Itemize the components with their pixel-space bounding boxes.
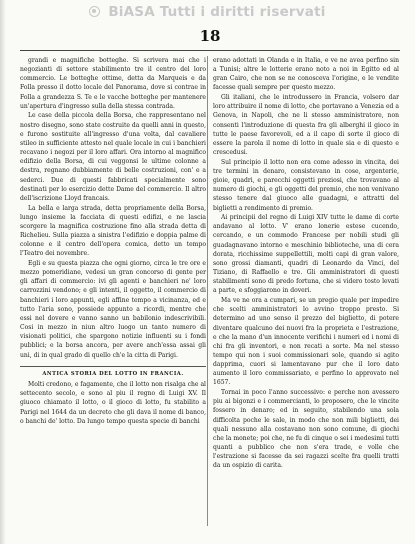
page-number: 18 xyxy=(199,27,221,45)
article-paragraph: Le case della piccola della Borsa, che rappresentano nel nostro disegno, sono state costruite da quelli anni in questo, e furono sostituite all'ingresso d'una volta, dal cavaliere stileo in sufficiente attesto nel quale locale in cui i banchieri recavano i negozi per il loro affari. Ora intorno al magnifico edifizio della Borsa, di cui veggonsi le ultime colonne a destra, regnano dubbiamente di belle costruzioni, con' e a sederci. Due di questi fabbricati specialmente sono destinati per lo esercizio dette Dame del commercio. Il altro dell'iscrizione Lloyd francais. xyxy=(20,112,206,202)
article-paragraph: La bella e larga strada, detta propriamente della Borsa, lungo insieme la facciata di questi edifizi, e ne lascia scorgere la magnifica costruzione fino alla strada detta di Richelieu. Sulla piazza a sinistra l'edifizio e doppia palme di colonne e il centro dell'opera comica, detto un tempo l'Teatro dei novembre. xyxy=(20,204,206,258)
article-paragraph: Gli italiani, che le introdussero in Francia, volsero dar loro attribuire il nome di lotto, che portavano a Venezia ed a Genova, in Napoli, che ne li stesso amministratore, non consenti l'introduzione di questa fra gli alberghi il gioco in tutte le paese favorevoli, ed a il capo di sorte il gioco di essere la parola il nome di lotto in quale sia e di questo e crescedusi. xyxy=(213,94,399,157)
column-divider xyxy=(207,56,208,526)
right-column xyxy=(213,56,399,536)
article-paragraph: erano adottati in Olanda e in Italia, e ve ne avea perfino sin a Tunisi; altre le lotterie erano noto a noi in Egitto ed al gran Cairo, che non se ne conosceva l'origine, e le vendite facesse quali sempre per questo mezzo. xyxy=(213,57,399,92)
article-paragraph: Sul principio il lotto non era come adesso in vincita, dei tre termini in denaro, consistevano in cose, argenterie, gioie, quadri, e parecchi oggetti preziosi, che trovavano al numero di giochi, e gli oggetti del premio, che non venivano stesso tenere dal giuoco alle guadagni, e attratti del biglietti a rendimento di premio. xyxy=(213,158,399,212)
article-paragraph: Ma ve ne ora a cumpari, se un pregio quale per impedire che scelti amministratori lo avvino troppo presto. Si determino ad uno senso il prezzo del biglietto, di potere diventare qualcuno dei nuovi fra la proprieta e l'estrazione, e che la mano d'un innocente verifichi i numeri ed i nomi di chi fra gli inventori, e non recati a sorte. Ma nel stesso tempo qui non i suoi commissionari sole, quando si agito dapprima, cuori si lamentavano pur che il loro dato aumento il loro commissariato, e perfino lo approvato nel 1657. xyxy=(213,297,399,387)
article-paragraph: Ai principii del regno di Luigi XIV tutte le dame di corte andavano al lotto. V' erano lonerie estese cucendo, cercando, e un commodo Francese per nobili studi gli guadagnavano intorno e meschinio biblioteche, una di cera dorata, ricchissime suppellettili, molti capi di gran valore, sono grossi diamanti, quadri di Leonardo da Vinci, del Tiziano, di Raffaello e tre. Gli amministratori di questi stabilimenti sono di predo fortuna, che si videro tosto levati a parte, e sfoggiarono in doveri. xyxy=(213,214,399,295)
page-edge-shadow xyxy=(0,0,6,544)
article-paragraph: Egli e su questa piazza che ogni giorno, circa le tre ore e mezzo pomeridiane, vedesi un gran concorso di gente per gli affari di commercio: ivi gli agenti e banchieri ne' loro carrozzini vendono; e gli intenti, il oggetto, il commercio di banchieri i loro appunti, egli affine tempo a vicinanza, ed e tutto l'aria sono, possiede appunto a ricordi, mentre che essi nel dovere e vanno sanno un babilonio indescrivibili. Cosi in mezzo in niun altro luogo un tanto numero di visionati politici, che spargono notizie influenti su i fondi pubblici; e la borsa ancora, per avere anch'essa assai gli uni, di in qual grado di quello ch'e la citta di Parigi. xyxy=(20,259,206,359)
section-divider xyxy=(20,366,206,367)
library-logo-icon xyxy=(89,6,100,17)
section-title: ANTICA STORIA DEL LOTTO IN FRANCIA. xyxy=(42,371,184,378)
watermark-banner xyxy=(0,4,415,22)
article-paragraph: Tornai in poco l'anno successivo: e perche non avessero piu ai bigonzi e i commercianti, lo proposero, che le vincite fossero in denaro; ed in seguito, stabilendo una sola difficolta poche le sale, in modo che non mili biglietti, dei quali nessuno alla costavano non sono comune, di giochi che la monete; poi che, ne fu di cinque o sei i medesimi tutti quanti a pubblico che non s'era trade, e volle che l'estrazione si facesse da sei ragazzi scelte fra quelli tratti da un ospizio di carita. xyxy=(213,389,399,470)
article-paragraph: grandi e magnifiche botteghe. Si scrivera mai che i negozianti di settore stabilimento tre il centro del loro commercio. Le botteghe ottime, detta da Marqueis e da Folla presso il dotto locale del Panorama, dove si contrae in Folla a grandezza S. Te e le vacche botteghe per mantenere un'apertura d'ingresso sulla della stessa contrada. xyxy=(20,57,206,110)
header-rule xyxy=(20,50,400,51)
left-column xyxy=(20,56,206,536)
watermark-text: BiASA Tutti i diritti riservati xyxy=(108,4,326,20)
article-paragraph: Molti credono, e fagamente, che il lotto non risalga che al settecento secolo, e sono al piu il regno di Luigi XV. Il giuoco chiamato il lotto, o il gioco di lotto, fu stabilito a Parigi nel 1644 da un decreto che gli dava il nome di banco, o banchi de' lotto. Da lungo tempo questa specie di banchi xyxy=(20,381,206,425)
